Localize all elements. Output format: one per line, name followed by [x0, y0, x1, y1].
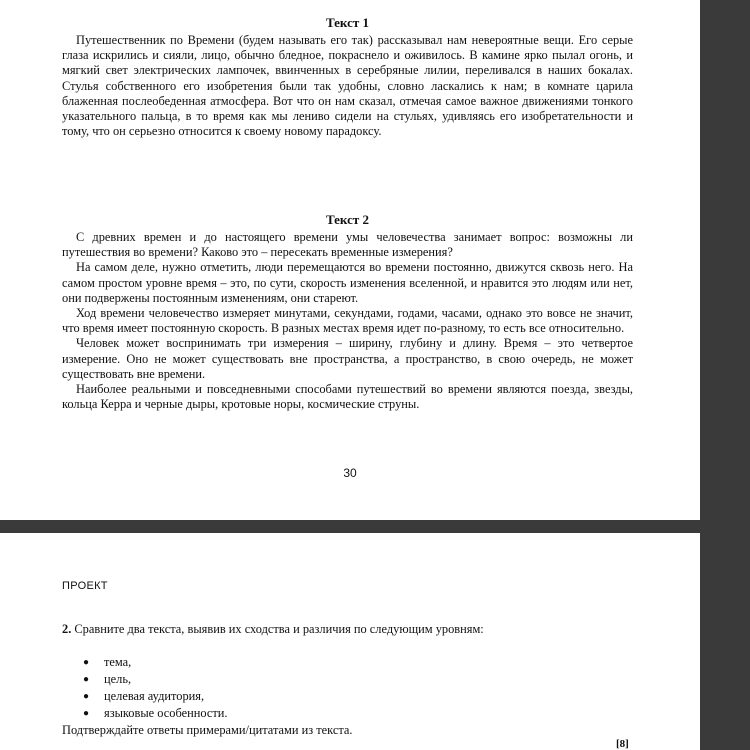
list-item [83, 654, 228, 671]
task-instruction: Подтверждайте ответы примерами/цитатами из текста. [62, 723, 353, 737]
list-item [83, 705, 228, 722]
text2-paragraph-5: Наиболее реальными и повседневными способами путешествий во времени являются поезда, звезды, кольца Керра и черные дыры, кротовые норы, космические струны. [62, 382, 633, 412]
text2-paragraph-2: На самом деле, нужно отметить, люди перемещаются во времени постоянно, движутся сквозь него. На самом простом уровне время – это, по сути, скорость изменения вселенной, и нравится это людям или нет, они подвержены постоянным изменениям, они стареют. [62, 260, 633, 305]
score-marker: [8] [616, 738, 629, 750]
text2-paragraph-3: Ход времени человечество измеряет минутами, секундами, годами, часами, однако это вовсе не значит, что время имеет постоянную скорость. В разных местах время идет по-разному, то есть все относительно. [62, 306, 633, 336]
bullet-icon: ● [83, 674, 90, 685]
criteria-list [83, 654, 228, 722]
list-item [83, 671, 228, 688]
task-text: Сравните два текста, выявив их сходства и различия по следующим уровням: [74, 622, 484, 636]
list-item-label: целевая аудитория, [104, 689, 205, 703]
text2-title: Текст 2 [325, 212, 370, 227]
text1-paragraph: Путешественник по Времени (будем называть его так) рассказывал нам невероятные вещи. Его серые глаза искрились и сияли, лицо, обычно бледное, покраснело и оживилось. В камине ярко пылал огонь, и мягкий свет электрических лампочек, ввинченных в серебряные лилии, переливался в наших бокалах. Стулья собственного его изобретения были так удобны, словно ласкались к нам; в комнате царила блаженная послеобеденная атмосфера. Вот что он нам сказал, отмечая самое важное движениями тонкого указательного пальца, в то время как мы лениво сидели на стульях, удивляясь его изобретательности и тому, что он серьезно относится к своему новому парадоксу. [62, 33, 633, 139]
text2-paragraph-4: Человек может воспринимать три измерения – ширину, глубину и длину. Время – это четвертое измерение. Оно не может существовать вне пространства, а пространство, в свою очередь, не может существовать вне времени. [62, 336, 633, 381]
task-question [62, 622, 662, 637]
list-item-label: языковые особенности. [104, 706, 228, 720]
task-number: 2. [62, 622, 72, 636]
bullet-icon: ● [83, 657, 90, 668]
bullet-icon: ● [83, 691, 90, 702]
text1-title: Текст 1 [325, 15, 370, 30]
bullet-icon: ● [83, 708, 90, 719]
project-label: ПРОЕКТ [62, 580, 108, 592]
list-item-label: цель, [104, 672, 132, 686]
text2-body [62, 230, 633, 412]
list-item-label: тема, [104, 655, 132, 669]
page-number: 30 [343, 466, 357, 480]
text1-body [62, 33, 633, 139]
text2-paragraph-1: С древних времен и до настоящего времени умы человечества занимает вопрос: возможны ли путешествия во времени? Каково это – пересекать временные измерения? [62, 230, 633, 260]
list-item [83, 688, 228, 705]
